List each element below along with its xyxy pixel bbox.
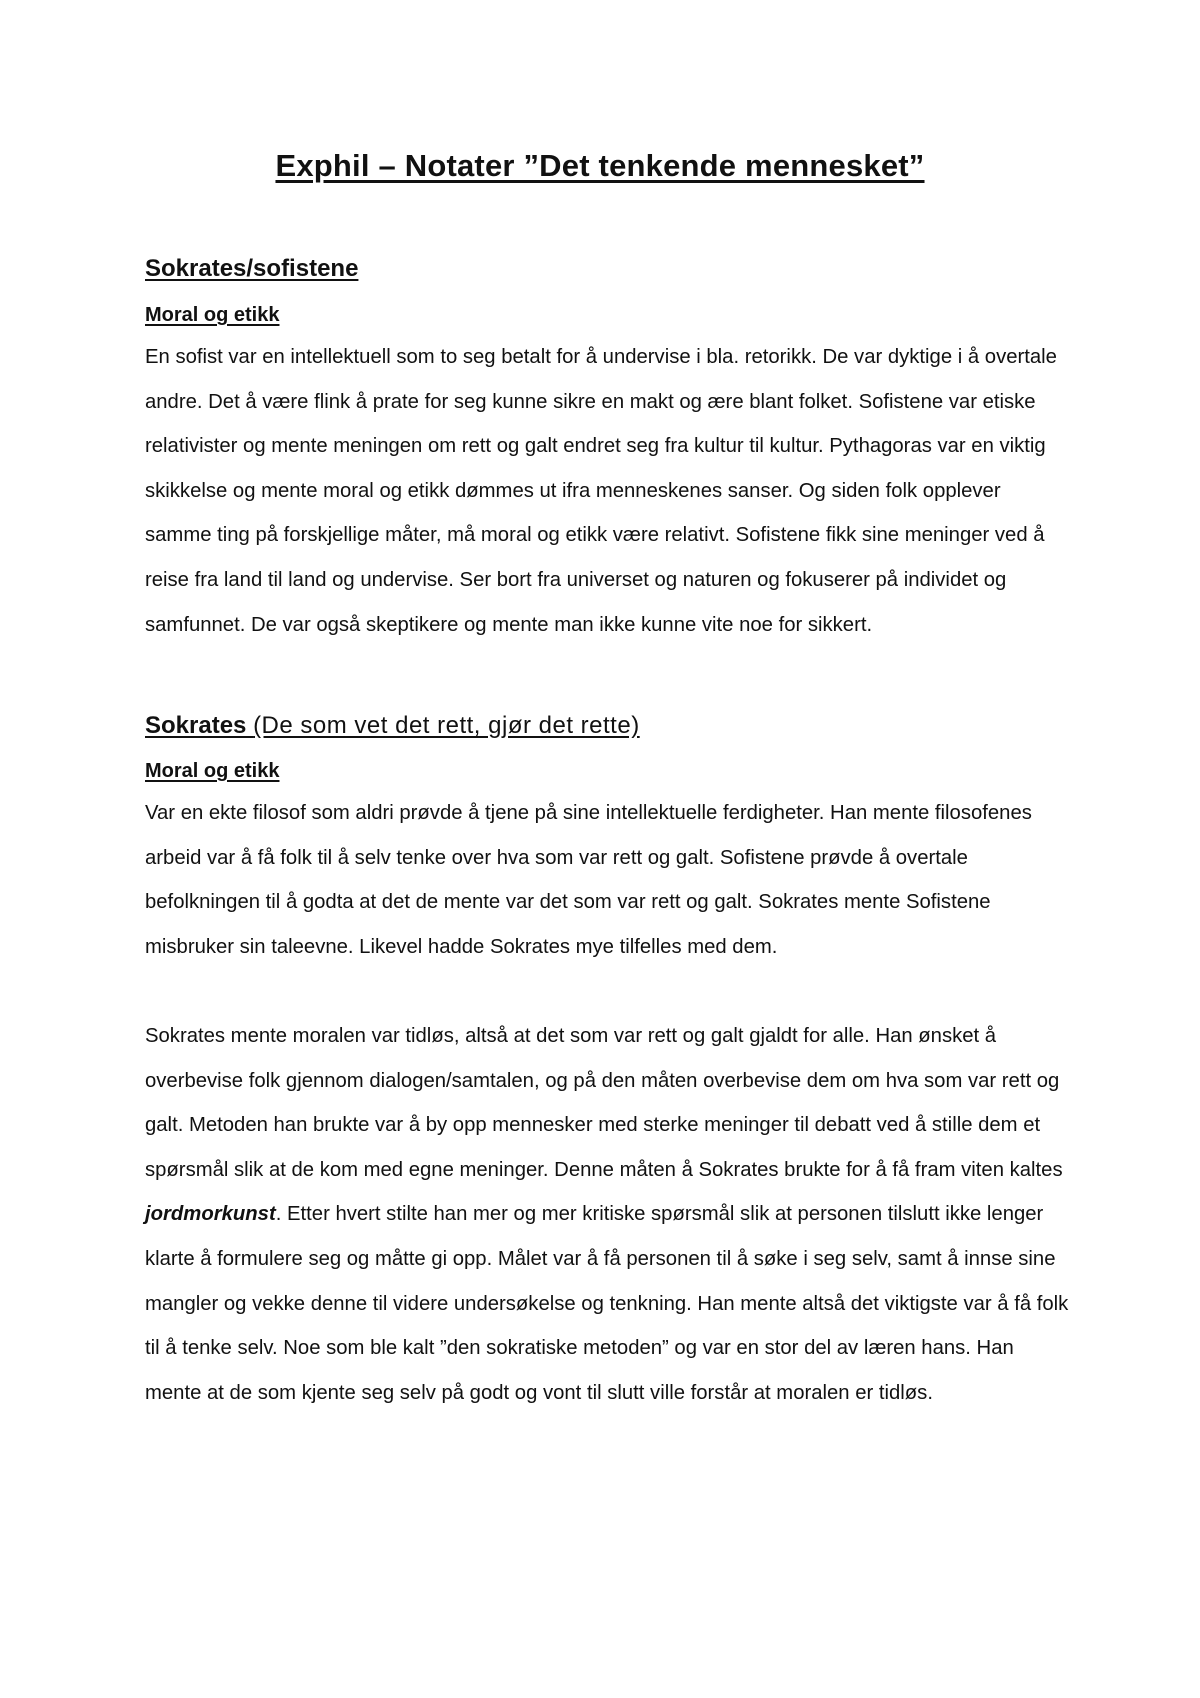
paragraph-sokrates-1: Var en ekte filosof som aldri prøvde å tjene på sine intellektuelle ferdigheter. Han mente filosofenes arbeid var å få folk til å selv tenke over hva som var rett og galt. Sofistene prøvde å overtale befolkningen til å godta at det de mente var det som var rett og galt. Sokrates mente Sofistene misbruker sin taleevne. Likevel hadde Sokrates mye tilfelles med dem.: [145, 802, 1032, 958]
document-title: Exphil – Notater ”Det tenkende mennesket”: [275, 148, 925, 183]
paragraph-sokrates-2-before: Sokrates mente moralen var tidløs, altså at det som var rett og galt gjaldt for alle. Han ønsket å overbevise folk gjennom dialogen/samtalen, og på den måten overbevise dem om hva som var rett og galt. Metoden han brukte var å by opp mennesker med sterke meninger til debatt ved å stille dem et spørsmål slik at de kom med egne meninger. Denne måten å Sokrates brukte for å få fram viten kaltes: [145, 1025, 1063, 1181]
paragraph-sofistene: En sofist var en intellektuell som to seg betalt for å undervise i bla. retorikk. De var dyktige i å overtale andre. Det å være flink å prate for seg kunne sikre en makt og ære blant folket. Sofistene var etiske relativister og mente meningen om rett og galt endret seg fra kultur til kultur. Pythagoras var en viktig skikkelse og mente moral og etikk dømmes ut ifra menneskenes sanser. Og siden folk opplever samme ting på forskjellige måter, må moral og etikk være relativt. Sofistene fikk sine meninger ved å reise fra land til land og undervise. Ser bort fra universet og naturen og fokuserer på individet og samfunnet. De var også skeptikere og mente man ikke kunne vite noe for sikkert.: [145, 346, 1057, 636]
section-heading-sokrates: [145, 712, 640, 740]
section-heading-sokrates-note: (De som vet det rett, gjør det rette): [253, 712, 640, 739]
subheading-moral-og-etikk-1: Moral og etikk: [145, 304, 280, 326]
section-heading-sokrates-label: Sokrates: [145, 712, 254, 739]
paragraph-sokrates-2: [145, 1014, 1070, 1415]
paragraph-sokrates-2-after: . Etter hvert stilte han mer og mer kritiske spørsmål slik at personen tilslutt ikke lenger klarte å formulere seg og måtte gi opp. Målet var å få personen til å søke i seg selv, samt å innse sine mangler og vekke denne til videre undersøkelse og tenkning. Han mente altså det viktigste var å få folk til å tenke selv. Noe som ble kalt ”den sokratiske metoden” og var en stor del av læren hans. Han mente at de som kjente seg selv på godt og vont til slutt ville forstår at moralen er tidløs.: [145, 1203, 1069, 1404]
term-jordmorkunst: jordmorkunst: [145, 1203, 276, 1226]
section-heading-sokrates-sofistene: Sokrates/sofistene: [145, 255, 359, 282]
subheading-moral-og-etikk-2: Moral og etikk: [145, 760, 280, 782]
